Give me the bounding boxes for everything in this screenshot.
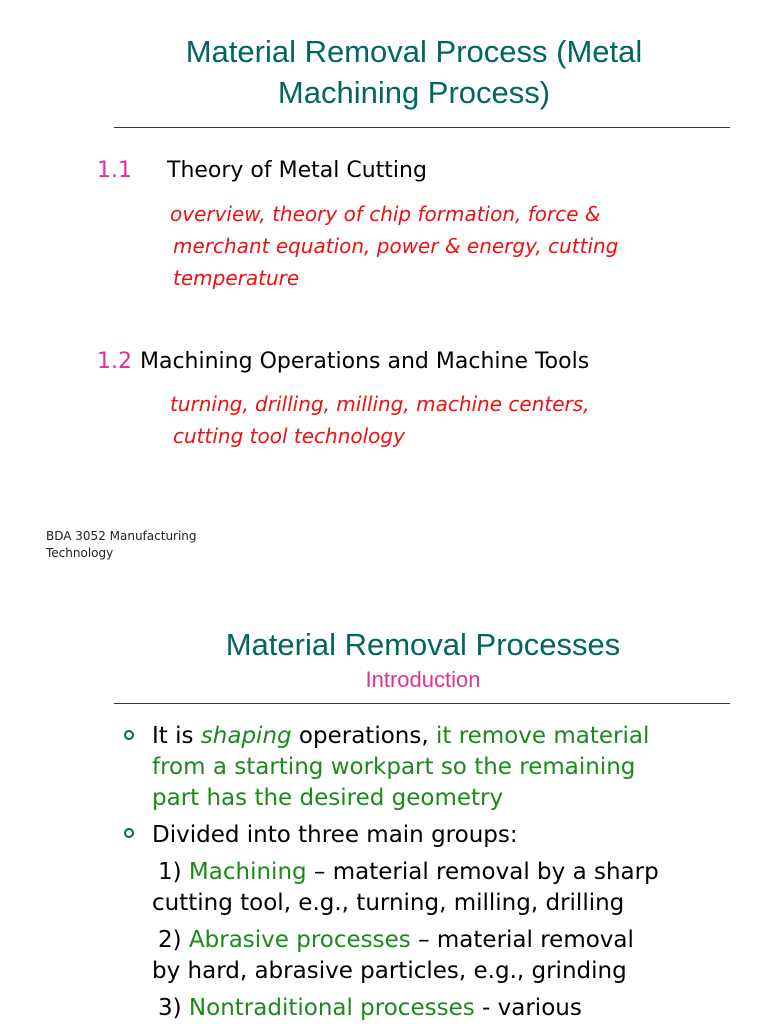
section-detail (170, 388, 590, 452)
bullet-text-part: operations, (291, 723, 436, 749)
slide-1-title-line-2: Machining Process) (277, 75, 551, 110)
title-divider (114, 127, 730, 128)
group-name: Machining (188, 859, 307, 885)
group-name: Nontraditional processes (188, 995, 475, 1021)
detail-line: temperature (173, 266, 300, 290)
emphasis-term: shaping (200, 723, 292, 749)
group-number: 2) (158, 927, 189, 953)
group-description: by hard, abrasive particles, e.g., grinding (152, 958, 627, 984)
detail-line: cutting tool technology (173, 424, 405, 448)
slide-1-title (0, 31, 768, 113)
slide-1-title-line-1: Material Removal Process (Metal (185, 34, 643, 69)
section-detail (170, 198, 618, 294)
bullet-text (152, 721, 649, 752)
hollow-circle-bullet-icon (124, 730, 134, 740)
bullet-text-part: It is (152, 723, 201, 749)
section-heading: Machining Operations and Machine Tools (140, 349, 590, 374)
footer-line-1: BDA 3052 Manufacturing (46, 529, 197, 543)
footer-line-2: Technology (46, 546, 114, 560)
hollow-circle-bullet-icon (124, 828, 134, 838)
bullet-text: Divided into three main groups: (152, 822, 518, 848)
group-description: – material removal (410, 927, 634, 953)
group-description: cutting tool, e.g., turning, milling, drilling (152, 890, 625, 916)
slide-2 (0, 580, 768, 1024)
group-description: – material removal by a sharp (306, 859, 659, 885)
slide-2-title: Material Removal Processes (225, 627, 621, 662)
highlight-text: it remove material (435, 723, 650, 749)
group-description: - various (474, 995, 582, 1021)
slide-2-subtitle: Introduction (365, 667, 481, 692)
group-name: Abrasive processes (188, 927, 411, 953)
section-heading: Theory of Metal Cutting (167, 158, 427, 183)
detail-line: merchant equation, power & energy, cutting (173, 234, 619, 258)
group-number: 1) (158, 859, 189, 885)
title-divider (114, 703, 730, 704)
detail-line: turning, drilling, milling, machine centers, (170, 392, 590, 416)
highlight-text: from a starting workpart so the remaining (152, 754, 636, 780)
group-number: 3) (158, 995, 189, 1021)
group-item (158, 993, 582, 1024)
group-item (158, 857, 659, 888)
section-number: 1.1 (97, 158, 132, 183)
section-number: 1.2 (97, 349, 132, 374)
highlight-text: part has the desired geometry (152, 785, 504, 811)
slide-footer (46, 528, 236, 562)
group-item (158, 925, 634, 956)
detail-line: overview, theory of chip formation, force & (170, 202, 601, 226)
